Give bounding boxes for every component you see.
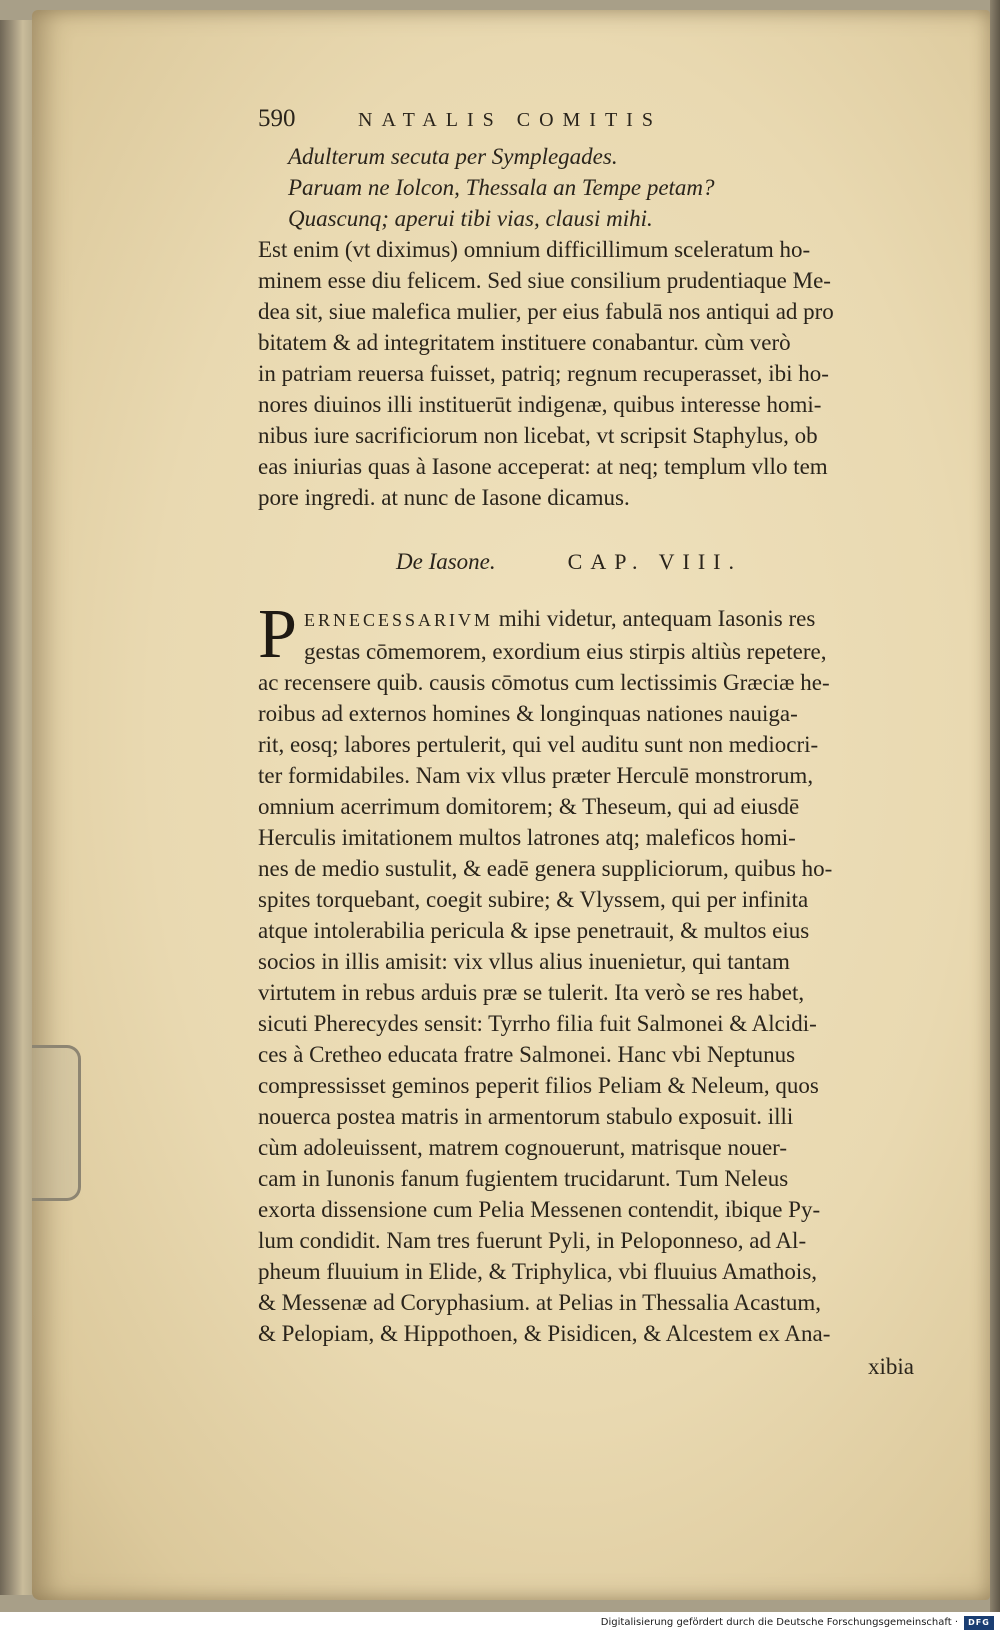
first-line-text: mihi videtur, antequam Iasonis res	[493, 606, 816, 631]
opening-word: ERNECESSARIVM	[304, 610, 494, 630]
text-line: roibus ad externos homines & longinquas nationes nauiga-	[258, 701, 798, 726]
text-line: gestas cōmemorem, exordium eius stirpis altiùs repetere,	[304, 639, 827, 664]
text-line: pore ingredi. at nunc de Iasone dicamus.	[258, 485, 630, 510]
text-line: rit, eosq; labores pertulerit, qui vel auditu sunt non mediocri-	[258, 732, 819, 757]
text-line: Herculis imitationem multos latrones atq; maleficos homi-	[258, 825, 796, 850]
catchword: xibia	[868, 1354, 914, 1379]
text-line: nibus iure sacrificiorum non licebat, vt scripsit Staphylus, ob	[258, 423, 818, 448]
text-line	[304, 603, 918, 636]
chapter-heading	[396, 549, 918, 575]
text-line: atque intolerabilia pericula & ipse penetrauit, & multos eius	[258, 918, 810, 943]
text-line: compressisset geminos peperit filios Peliam & Neleum, quos	[258, 1073, 819, 1098]
page-stack-edge	[990, 0, 1000, 1612]
text-line: & Pelopiam, & Hippothoen, & Pisidicen, & Alcestem ex Ana-	[258, 1321, 831, 1346]
text-line: minem esse diu felicem. Sed siue consilium prudentiaque Me-	[258, 268, 831, 293]
running-head-title: NATALIS COMITIS	[358, 109, 662, 131]
text-line: omnium acerrimum domitorem; & Theseum, qui ad eiusdē	[258, 794, 800, 819]
funding-notice: Digitalisierung gefördert durch die Deutsche Forschungsgemeinschaft ·	[600, 1617, 958, 1628]
page-text	[258, 105, 918, 1382]
text-line: & Messenæ ad Coryphasium. at Pelias in Thessalia Acastum,	[258, 1290, 822, 1315]
text-line: pheum fluuium in Elide, & Triphylica, vbi fluuius Amathois,	[258, 1259, 818, 1284]
text-line: cùm adoleuissent, matrem cognouerunt, matrisque nouer-	[258, 1135, 788, 1160]
verse-block	[258, 141, 918, 234]
text-line: nes de medio sustulit, & eadē genera suppliciorum, quibus ho-	[258, 856, 833, 881]
text-line: lum condidit. Nam tres fuerunt Pyli, in Peloponneso, ad Al-	[258, 1228, 807, 1253]
digitization-footer	[0, 1612, 1000, 1634]
text-line: spites torquebant, coegit subire; & Vlyssem, qui per infinita	[258, 887, 809, 912]
text-line: exorta dissensione cum Pelia Messenen contendit, ibique Py-	[258, 1197, 821, 1222]
text-line: ac recensere quib. causis cōmotus cum lectissimis Græciæ he-	[258, 670, 830, 695]
text-line: nores diuinos illi instituerūt indigenæ, quibus interesse homi-	[258, 392, 822, 417]
text-line: ces à Cretheo educata fratre Salmonei. Hanc vbi Neptunus	[258, 1042, 796, 1067]
drop-capital: P	[258, 596, 297, 673]
verse-line: Paruam ne Iolcon, Thessala an Tempe petam?	[288, 175, 715, 200]
page-number: 590	[258, 105, 296, 132]
running-header	[258, 105, 918, 141]
paragraph-1	[258, 234, 918, 513]
chapter-title: De Iasone.	[396, 549, 496, 574]
text-line: sicuti Pherecydes sensit: Tyrrho filia fuit Salmonei & Alcidi-	[258, 1011, 817, 1036]
text-line: bitatem & ad integritatem instituere conabantur. cùm verò	[258, 330, 791, 355]
dfg-logo[interactable]: DFG	[964, 1616, 994, 1630]
text-line: dea sit, siue malefica mulier, per eius fabulā nos antiqui ad pro	[258, 299, 834, 324]
verse-line: Quascunq; aperui tibi vias, clausi mihi.	[288, 206, 653, 231]
text-line: Est enim (vt diximus) omnium difficillimum sceleratum ho-	[258, 237, 811, 262]
text-line: nouerca postea matris in armentorum stabulo exposuit. illi	[258, 1104, 794, 1129]
chapter-number: CAP. VIII.	[567, 549, 742, 574]
text-line: socios in illis amisit: vix vllus alius inuenietur, qui tantam	[258, 949, 790, 974]
text-line: cam in Iunonis fanum fugientem trucidarunt. Tum Neleus	[258, 1166, 789, 1191]
verse-line: Adulterum secuta per Symplegades.	[288, 144, 618, 169]
text-line: virtutem in rebus arduis præ se tulerit. Ita verò se res habet,	[258, 980, 805, 1005]
text-line: ter formidabiles. Nam vix vllus præter Herculē monstrorum,	[258, 763, 814, 788]
paragraph-2	[258, 596, 918, 1349]
text-line: in patriam reuersa fuisset, patriq; regnum recuperasset, ibi ho-	[258, 361, 829, 386]
clasp-mark	[32, 1045, 81, 1201]
text-line: eas iniurias quas à Iasone acceperat: at neq; templum vllo tem	[258, 454, 828, 479]
